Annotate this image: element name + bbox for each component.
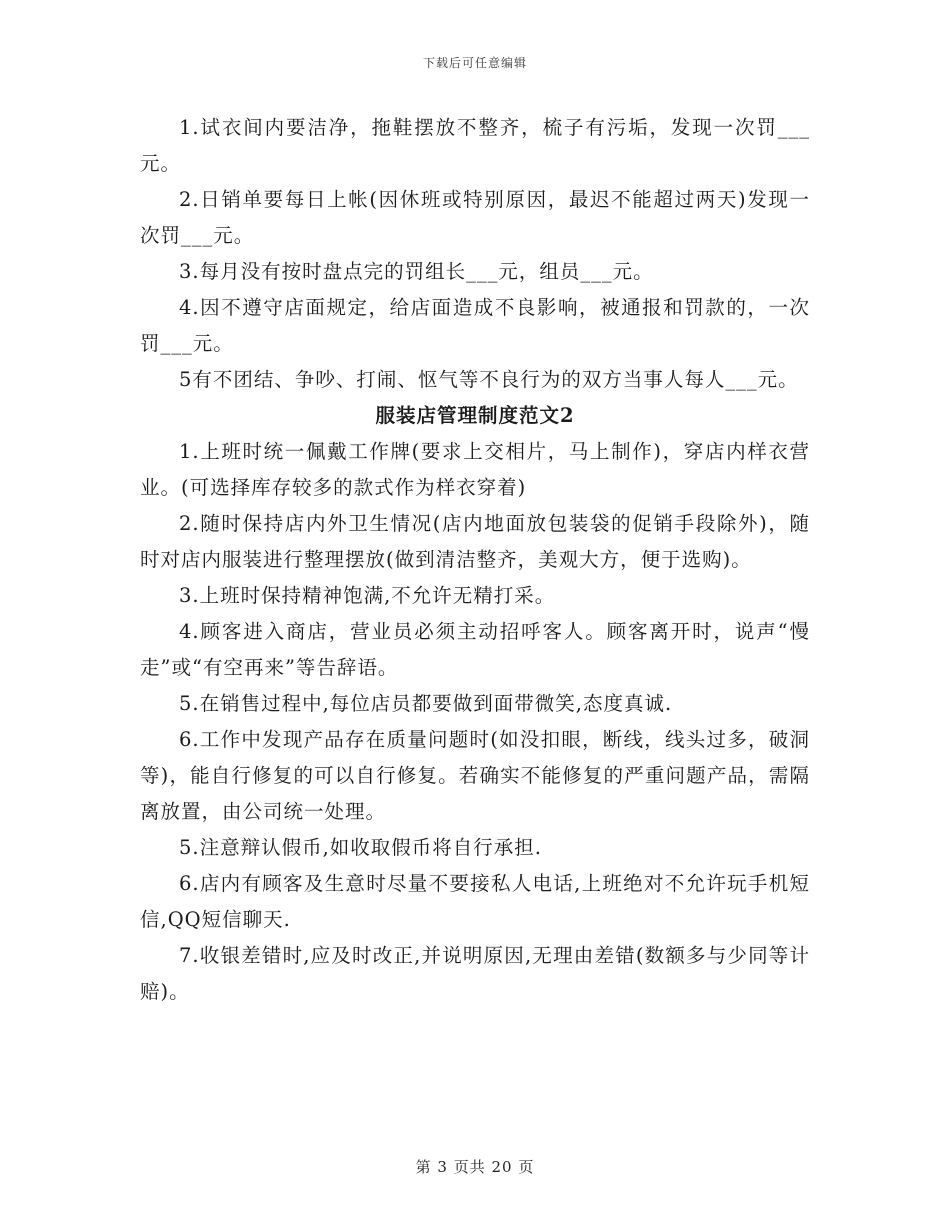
page-footer: 第 3 页共 20 页 <box>415 1158 535 1176</box>
rule-paragraph: 6.店内有顾客及生意时尽量不要接私人电话,上班绝对不允许玩手机短信,QQ短信聊天. <box>140 872 810 931</box>
rule-paragraph: 5.注意辩认假币,如收取假币将自行承担. <box>179 836 543 859</box>
rule-paragraph: 5有不团结、争吵、打闹、怄气等不良行为的双方当事人每人___元。 <box>179 368 799 391</box>
rule-paragraph: 7.收银差错时,应及时改正,并说明原因,无理由差错(数额多与少同等计赔)。 <box>140 944 810 1003</box>
header-note: 下载后可任意编辑 <box>422 56 527 70</box>
rule-paragraph: 1.上班时统一佩戴工作牌(要求上交相片，马上制作)，穿店内样衣营业。(可选择库存较多的款式作为样衣穿着) <box>140 440 810 499</box>
rule-paragraph: 4.顾客进入商店，营业员必须主动招呼客人。顾客离开时，说声“慢走”或“有空再来”等告辞语。 <box>140 620 810 679</box>
section-title: 服装店管理制度范文2 <box>375 404 575 427</box>
rule-paragraph: 3.上班时保持精神饱满,不允许无精打采。 <box>179 584 556 607</box>
rule-paragraph: 4.因不遵守店面规定，给店面造成不良影响，被通报和罚款的，一次罚___元。 <box>140 296 810 355</box>
document-body <box>140 110 810 1010</box>
rule-paragraph: 3.每月没有按时盘点完的罚组长___元，组员___元。 <box>179 260 654 283</box>
rule-paragraph: 2.随时保持店内外卫生情况(店内地面放包装袋的促销手段除外)，随时对店内服装进行整理摆放(做到清洁整齐，美观大方，便于选购)。 <box>140 512 810 571</box>
rule-paragraph: 2.日销单要每日上帐(因休班或特别原因，最迟不能超过两天)发现一次罚___元。 <box>140 188 810 247</box>
rule-paragraph: 5.在销售过程中,每位店员都要做到面带微笑,态度真诚. <box>179 692 673 715</box>
rule-paragraph: 6.工作中发现产品存在质量问题时(如没扣眼，断线，线头过多，破洞等)，能自行修复的可以自行修复。若确实不能修复的严重问题产品，需隔离放置，由公司统一处理。 <box>140 728 810 823</box>
rule-paragraph: 1.试衣间内要洁净，拖鞋摆放不整齐，梳子有污垢，发现一次罚___元。 <box>140 116 810 175</box>
